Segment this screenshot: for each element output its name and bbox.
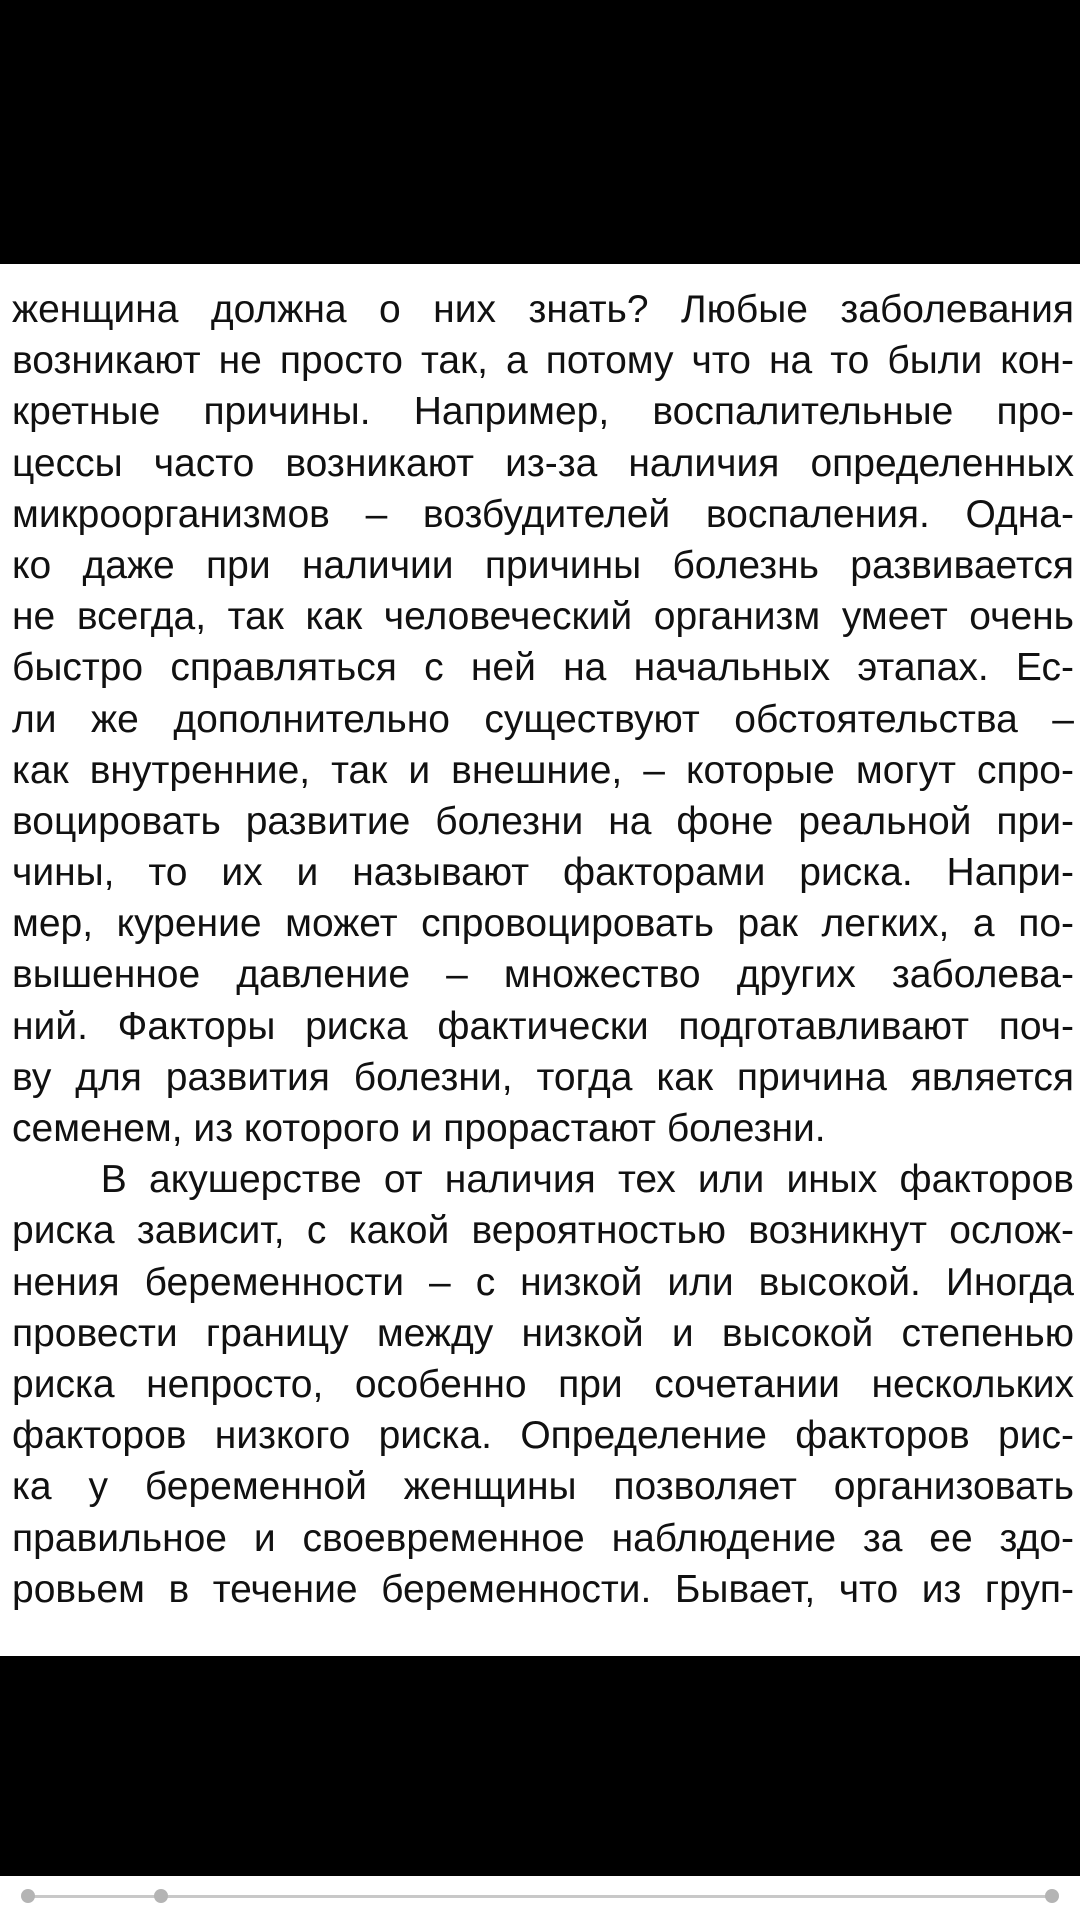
text-line: как внутренние, так и внешние, – которые могут спро- [12,748,1074,792]
text-line: риска непросто, особенно при сочетании нескольких [12,1362,1074,1406]
text-line: микроорганизмов – возбудителей воспаления. Одна- [12,492,1074,536]
page-text [12,284,1074,1615]
text-line: ли же дополнительно существуют обстоятельства – [12,697,1074,741]
text-line: женщина должна о них знать? Любые заболевания [12,288,1074,331]
text-line: возникают не просто так, а потому что на то были кон- [12,339,1074,383]
text-line: ний. Факторы риска фактически подготавливают поч- [12,1004,1074,1048]
text-line: факторов низкого риска. Определение факторов рис- [12,1414,1074,1458]
text-line: не всегда, так как человеческий организм умеет очень [12,595,1074,639]
book-page[interactable] [0,264,1080,1656]
text-line: правильное и своевременное наблюдение за ее здо- [12,1516,1074,1560]
text-line: чины, то их и называют факторами риска. Напри- [12,851,1074,895]
text-line: кретные причины. Например, воспалительные про- [12,390,1074,434]
text-line: ровьем в течение беременности. Бывает, что из груп- [12,1567,1074,1611]
text-line: вышенное давление – множество других заболева- [12,953,1074,997]
scrubber-track[interactable] [28,1895,1052,1898]
text-line: мер, курение может спровоцировать рак легких, а по- [12,902,1074,946]
text-line: ву для развития болезни, тогда как причина является [12,1055,1074,1099]
scrubber-end-dot [1045,1889,1059,1903]
text-line: быстро справляться с ней на начальных этапах. Ес- [12,646,1074,690]
text-line: риска зависит, с какой вероятностью возникнут ослож- [12,1209,1074,1253]
scrubber-thumb[interactable] [154,1889,168,1903]
text-line: нения беременности – с низкой или высокой. Иногда [12,1260,1074,1304]
text-line: ко даже при наличии причины болезнь развивается [12,543,1074,587]
top-black-area [0,0,1080,264]
text-line: провести границу между низкой и высокой степенью [12,1311,1074,1355]
text-line: цессы часто возникают из-за наличия определенных [12,441,1074,485]
text-line: ка у беременной женщины позволяет организовать [12,1465,1074,1509]
text-line: воцировать развитие болезни на фоне реальной при- [12,799,1074,843]
text-line: семенем, из которого и прорастают болезни. [12,1107,826,1150]
text-line: В акушерстве от наличия тех или иных факторов [12,1158,1074,1202]
page-scrubber[interactable] [0,1876,1080,1920]
scrubber-start-dot [21,1889,35,1903]
